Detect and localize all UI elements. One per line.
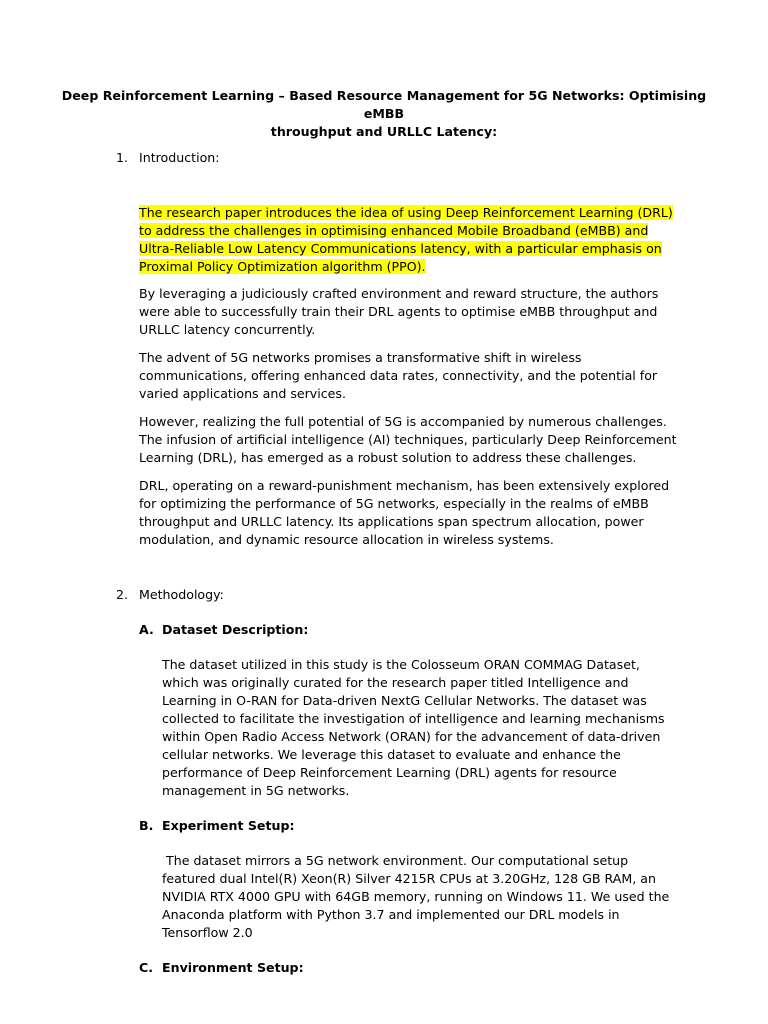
highlighted-text: The research paper introduces the idea of using Deep Reinforcement Learning (DRL) to address the challenges in optimising enhanced Mobile Broadband (eMBB) and Ultra-Reliable Low Latency Communications latency, with a particular emphasis on Proximal Policy Optimization algorithm (PPO). [139,205,673,274]
section-heading: Methodology: [139,587,224,602]
subsection-letter: B. [139,818,154,833]
subsection-heading: Dataset Description: [162,622,309,637]
section-methodology [116,586,678,604]
experiment-setup-paragraph: The dataset mirrors a 5G network environment. Our computational setup featured dual Intel(R) Xeon(R) Silver 4215R CPUs at 3.20GHz, 128 GB RAM, an NVIDIA RTX 4000 GPU with 64GB memory, running on Windows 11. We used the Anaconda platform with Python 3.7 and implemented our DRL models in Tensorflow 2.0 [162,853,674,940]
section-heading: Introduction: [139,150,220,165]
subsection-letter: A. [139,622,154,637]
document-title [60,87,708,141]
title-line-2: throughput and URLLC Latency: [270,124,498,139]
subsection-letter: C. [139,960,154,975]
subsection-dataset-description [139,621,678,639]
section-number: 2. [116,587,129,602]
intro-paragraph-3: However, realizing the full potential of 5G is accompanied by numerous challenges. The infusion of artificial intelligence (AI) techniques, particularly Deep Reinforcement Learning (DRL), has emerged as a robust solution to address these challenges. [139,414,677,465]
intro-paragraph-4: DRL, operating on a reward-punishment mechanism, has been extensively explored for optimizing the performance of 5G networks, especially in the realms of eMBB throughput and URLLC latency. Its applications span spectrum allocation, power modulation, and dynamic resource allocation in wireless systems. [139,478,670,547]
title-line-1: Deep Reinforcement Learning – Based Resource Management for 5G Networks: Optimising eMBB [61,88,707,121]
subsection-experiment-setup [139,817,678,835]
intro-highlight-paragraph [139,204,678,276]
subsection-heading: Environment Setup: [162,960,304,975]
intro-paragraph-1: By leveraging a judiciously crafted environment and reward structure, the authors were able to successfully train their DRL agents to optimise eMBB throughput and URLLC latency concurrently. [139,286,659,337]
dataset-description-paragraph: The dataset utilized in this study is the Colosseum ORAN COMMAG Dataset, which was originally curated for the research paper titled Intelligence and Learning in O-RAN for Data-driven NextG Cellular Networks. The dataset was collected to facilitate the investigation of intelligence and learning mechanisms within Open Radio Access Network (ORAN) for the advancement of data-driven cellular networks. We leverage this dataset to evaluate and enhance the performance of Deep Reinforcement Learning (DRL) agents for resource management in 5G networks. [162,657,665,798]
section-number: 1. [116,150,129,165]
subsection-environment-setup [139,959,678,977]
intro-paragraph-2: The advent of 5G networks promises a transformative shift in wireless communications, offering enhanced data rates, connectivity, and the potential for varied applications and services. [139,350,658,401]
section-introduction [116,149,678,167]
subsection-heading: Experiment Setup: [162,818,295,833]
